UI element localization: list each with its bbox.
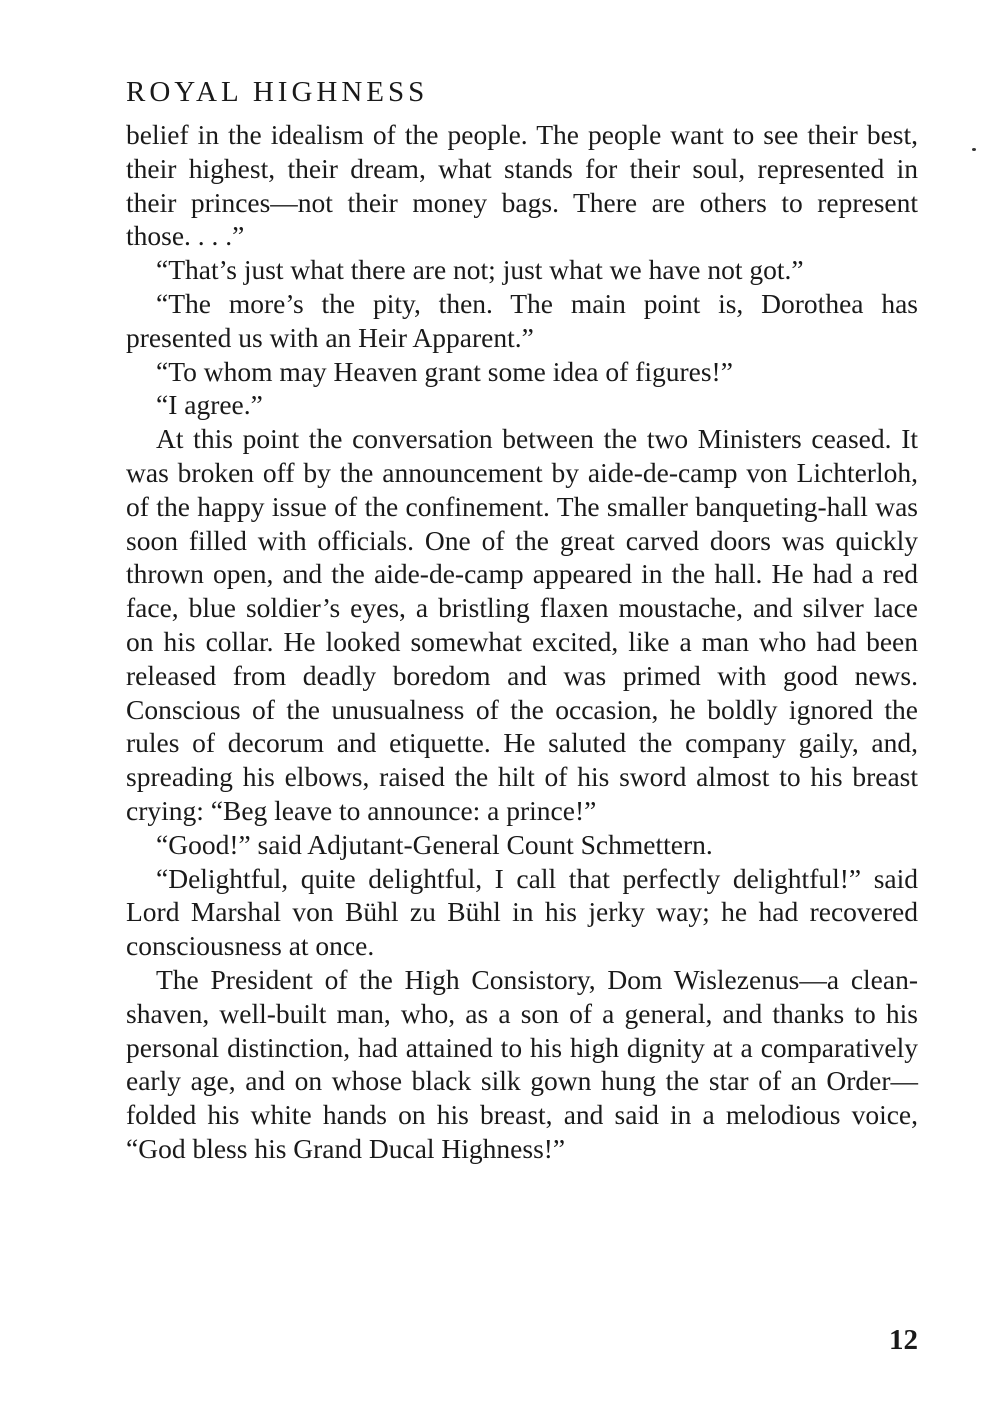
page-number: 12 xyxy=(889,1324,918,1356)
running-head: ROYAL HIGHNESS xyxy=(126,76,429,108)
paragraph: “I agree.” xyxy=(156,389,263,421)
body-text xyxy=(126,118,918,1166)
paragraph: At this point the conversation between the two Ministers ceased. It was broken off by the announcement by aide-de-camp von Lichterloh, of the happy issue of the confinement. The smaller banqueting-hall was soon filled with officials. One of the great carved doors was quickly thrown open, and the aide-de-camp appeared in the hall. He had a red face, blue soldier’s eyes, a bristling flaxen moustache, and silver lace on his collar. He looked somewhat excited, like a man who had been released from deadly boredom and was primed with good news. Conscious of the unusualness of the occasion, he boldly ignored the rules of decorum and etiquette. He saluted the company gaily, and, spreading his elbows, raised the hilt of his sword almost to his breast crying: “Beg leave to announce: a prince!” xyxy=(126,423,918,826)
paragraph: “To whom may Heaven grant some idea of figures!” xyxy=(156,355,733,387)
paragraph: “The more’s the pity, then. The main point is, Dorothea has presented us with an Heir Apparent.” xyxy=(126,287,918,353)
stray-ink-mark xyxy=(972,148,976,151)
paragraph: The President of the High Consistory, Dom Wislezenus—a clean-shaven, well-built man, who, as a son of a general, and thanks to his personal distinction, had attained to his high dignity at a comparatively early age, and on whose black silk gown hung the star of an Order—folded his white hands on his breast, and said in a melodious voice, “God bless his Grand Ducal Highness!” xyxy=(126,963,918,1164)
paragraph: “Good!” said Adjutant-General Count Schmettern. xyxy=(156,828,713,860)
paragraph: “Delightful, quite delightful, I call that perfectly delightful!” said Lord Marshal von Bühl zu Bühl in his jerky way; he had recovered consciousness at once. xyxy=(126,862,918,962)
paragraph: “That’s just what there are not; just what we have not got.” xyxy=(156,254,804,286)
paragraph: belief in the idealism of the people. The people want to see their best, their highest, their dream, what stands for their soul, represented in their princes—not their money bags. There are others to represent those. . . .” xyxy=(126,119,918,252)
